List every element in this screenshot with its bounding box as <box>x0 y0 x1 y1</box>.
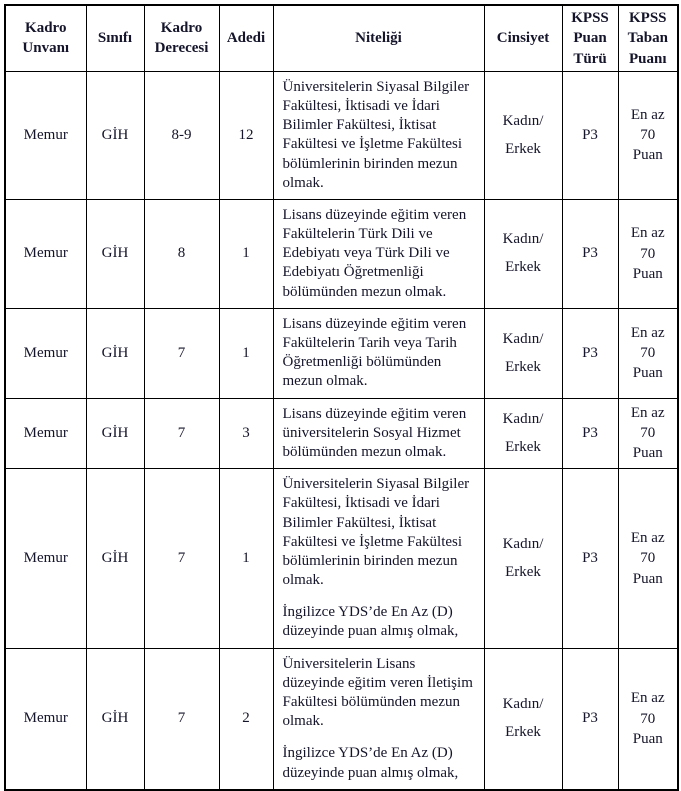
score-line: Puan <box>632 265 663 282</box>
score-line: 70 <box>640 245 656 262</box>
table-header-row <box>5 5 678 71</box>
niteligi-paragraph: İngilizce YDS’de En Az (D) düzeyinde puan almış olmak, <box>282 604 459 640</box>
cell-kadro-unvani: Memur <box>5 469 86 649</box>
cell-kadro-derecesi: 7 <box>144 308 219 398</box>
cell-niteligi <box>273 648 484 790</box>
column-header-niteligi: Niteliği <box>273 5 484 71</box>
score-line: 70 <box>640 425 656 442</box>
niteligi-paragraph: Üniversitelerin Lisans düzeyinde eğitim veren İletişim Fakültesi bölümünden mezun olmak. <box>282 655 473 730</box>
cell-kpss-puan-turu: P3 <box>562 648 618 790</box>
cell-kpss-puan-turu: P3 <box>562 308 618 398</box>
table-row <box>5 308 678 398</box>
gender-line: Kadın/ <box>502 696 544 713</box>
cell-niteligi <box>273 308 484 398</box>
column-header-kadro-derecesi: Kadro Derecesi <box>144 5 219 71</box>
niteligi-paragraph: Üniversitelerin Siyasal Bilgiler Fakültesi, İktisadi ve İdari Bilimler Fakültesi, İktisat Fakültesi ve İşletme Fakültesi bölümlerinin birinden mezun olmak. <box>282 78 470 191</box>
score-line: En az <box>630 324 665 341</box>
gender-line: Kadın/ <box>502 112 544 129</box>
score-line: En az <box>630 225 665 242</box>
table-row <box>5 648 678 790</box>
cell-kadro-unvani: Memur <box>5 308 86 398</box>
cell-kpss-taban-puani <box>618 398 678 469</box>
niteligi-paragraph: Üniversitelerin Siyasal Bilgiler Fakültesi, İktisadi ve İdari Bilimler Fakültesi, İktisat Fakültesi ve İşletme Fakültesi bölümlerinin birinden mezun olmak. <box>282 476 470 589</box>
score-line: En az <box>630 404 665 421</box>
score-line: Puan <box>632 730 663 747</box>
cell-adedi: 2 <box>219 648 273 790</box>
cell-adedi: 1 <box>219 199 273 308</box>
cell-adedi: 1 <box>219 469 273 649</box>
cell-kadro-derecesi: 8 <box>144 199 219 308</box>
cell-kpss-puan-turu: P3 <box>562 71 618 199</box>
table-row <box>5 469 678 649</box>
score-line: 70 <box>640 710 656 727</box>
cell-adedi: 3 <box>219 398 273 469</box>
cell-niteligi <box>273 398 484 469</box>
gender-line: Kadın/ <box>502 410 544 427</box>
score-line: En az <box>630 530 665 546</box>
score-line: Puan <box>632 147 663 164</box>
cell-cinsiyet <box>484 398 562 469</box>
score-line: Puan <box>632 365 663 382</box>
cell-niteligi <box>273 71 484 199</box>
cell-sinifi: GİH <box>86 469 144 649</box>
gender-line: Erkek <box>505 563 541 580</box>
cell-kadro-derecesi: 7 <box>144 469 219 649</box>
cell-kpss-taban-puani <box>618 469 678 649</box>
cell-kadro-unvani: Memur <box>5 398 86 469</box>
cell-kpss-taban-puani <box>618 199 678 308</box>
score-line: Puan <box>632 570 663 587</box>
gender-line: Erkek <box>505 358 541 375</box>
niteligi-paragraph: İngilizce YDS’de En Az (D) düzeyinde puan almış olmak, <box>282 745 459 781</box>
cell-sinifi: GİH <box>86 199 144 308</box>
cell-kpss-puan-turu: P3 <box>562 398 618 469</box>
gender-line: Kadın/ <box>502 535 544 552</box>
cell-sinifi: GİH <box>86 398 144 469</box>
cell-kpss-taban-puani <box>618 71 678 199</box>
cell-kadro-unvani: Memur <box>5 648 86 790</box>
cell-kpss-puan-turu: P3 <box>562 199 618 308</box>
column-header-kadro-unvani: Kadro Unvanı <box>5 5 86 71</box>
table-row <box>5 398 678 469</box>
table-row <box>5 199 678 308</box>
cell-cinsiyet <box>484 199 562 308</box>
cell-cinsiyet <box>484 308 562 398</box>
cell-kpss-puan-turu: P3 <box>562 469 618 649</box>
gender-line: Erkek <box>505 724 541 741</box>
cell-kadro-derecesi: 8-9 <box>144 71 219 199</box>
cell-sinifi: GİH <box>86 308 144 398</box>
niteligi-paragraph: Lisans düzeyinde eğitim veren Fakültelerin Tarih veya Tarih Öğretmenliği bölümünden mezun olmak. <box>282 315 467 390</box>
gender-line: Erkek <box>505 438 541 455</box>
cell-sinifi: GİH <box>86 71 144 199</box>
niteligi-paragraph: Lisans düzeyinde eğitim veren üniversitelerin Sosyal Hizmet bölümünden mezun olmak. <box>282 405 467 460</box>
cell-cinsiyet <box>484 71 562 199</box>
column-header-kpss-taban-puani: KPSS Taban Puanı <box>618 5 678 71</box>
cell-kadro-unvani: Memur <box>5 199 86 308</box>
kpss-position-table <box>4 4 679 791</box>
cell-kpss-taban-puani <box>618 648 678 790</box>
gender-line: Kadın/ <box>502 330 544 347</box>
cell-cinsiyet <box>484 469 562 649</box>
cell-sinifi: GİH <box>86 648 144 790</box>
score-line: 70 <box>640 127 656 144</box>
cell-niteligi <box>273 199 484 308</box>
niteligi-paragraph: Lisans düzeyinde eğitim veren Fakültelerin Türk Dili ve Edebiyatı veya Türk Dili ve Edebiyatı Öğretmenliği bölümünden mezun olmak. <box>282 206 467 300</box>
gender-line: Erkek <box>505 259 541 276</box>
cell-adedi: 1 <box>219 308 273 398</box>
cell-niteligi <box>273 469 484 649</box>
score-line: 70 <box>640 345 656 362</box>
gender-line: Kadın/ <box>502 231 544 248</box>
score-line: En az <box>630 106 665 123</box>
gender-line: Erkek <box>505 140 541 157</box>
table-row <box>5 71 678 199</box>
cell-kpss-taban-puani <box>618 308 678 398</box>
column-header-sinifi: Sınıfı <box>86 5 144 71</box>
score-line: Puan <box>632 445 663 462</box>
cell-kadro-derecesi: 7 <box>144 648 219 790</box>
score-line: 70 <box>640 550 656 567</box>
cell-cinsiyet <box>484 648 562 790</box>
cell-adedi: 12 <box>219 71 273 199</box>
column-header-adedi: Adedi <box>219 5 273 71</box>
score-line: En az <box>630 690 665 707</box>
column-header-cinsiyet: Cinsiyet <box>484 5 562 71</box>
cell-kadro-derecesi: 7 <box>144 398 219 469</box>
cell-kadro-unvani: Memur <box>5 71 86 199</box>
column-header-kpss-puan-turu: KPSS Puan Türü <box>562 5 618 71</box>
